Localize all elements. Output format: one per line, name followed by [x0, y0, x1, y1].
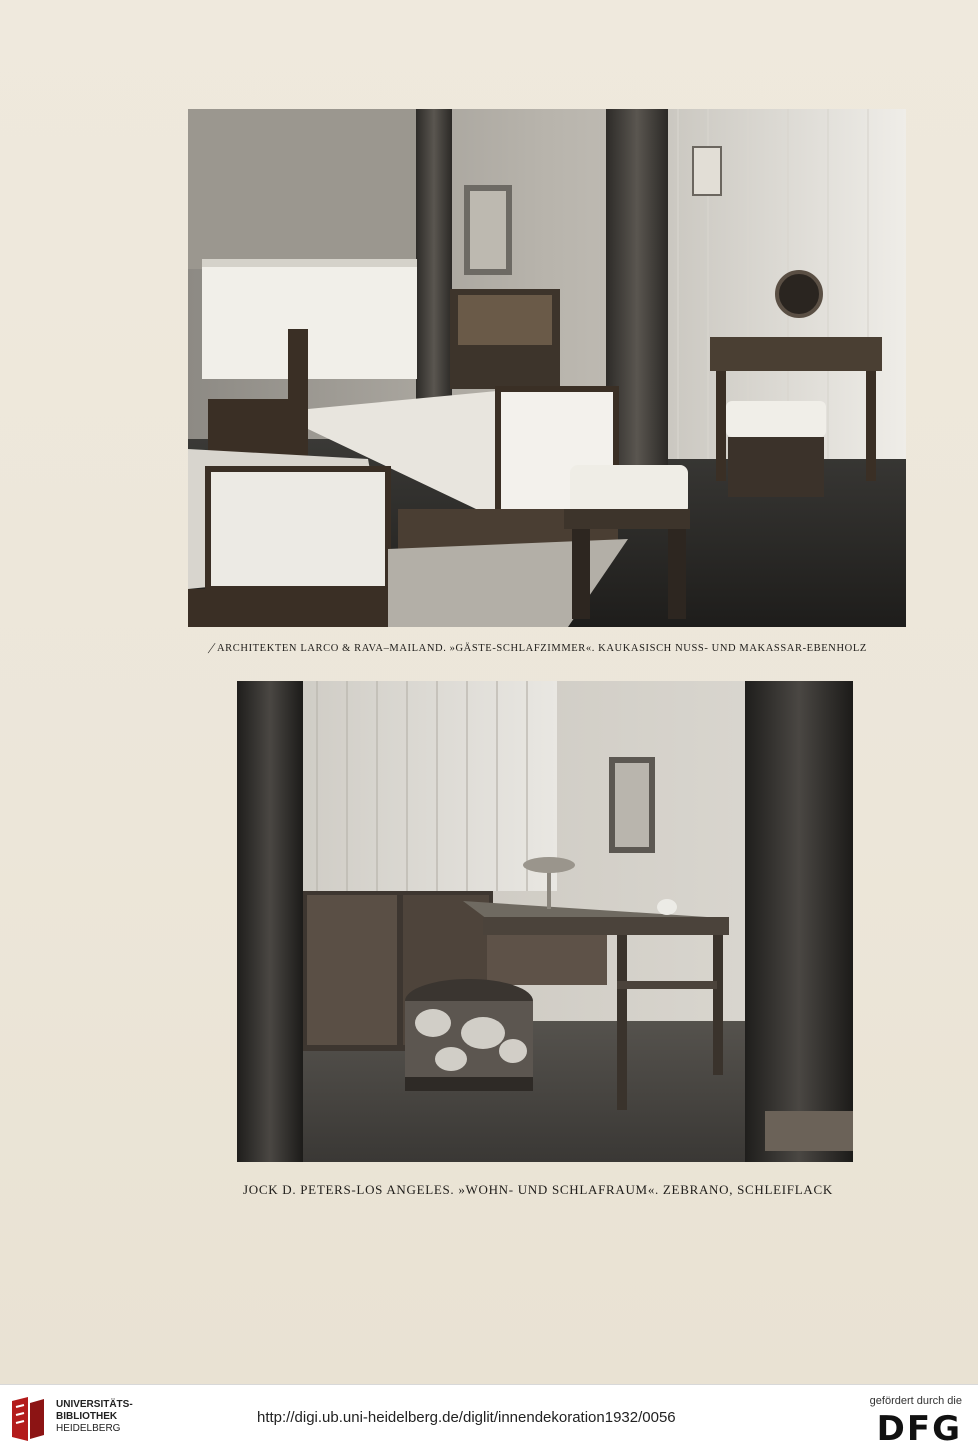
photo-living-room-image — [237, 681, 853, 1162]
photo-living-room — [237, 681, 853, 1162]
library-line2: BIBLIOTHEK — [56, 1411, 118, 1422]
permalink-url[interactable]: http://digi.ub.uni-heidelberg.de/diglit/innendekoration1932/0056 — [257, 1409, 676, 1426]
footer-bar — [0, 1384, 978, 1455]
funding-label: gefördert durch die — [869, 1395, 962, 1407]
library-line3: HEIDELBERG — [56, 1423, 121, 1434]
caption-mark: / — [206, 641, 217, 657]
caption-guest-bedroom: ARCHITEKTEN LARCO & RAVA–MAILAND. »GÄSTE-SCHLAFZIMMER«. KAUKASISCH NUSS- UND MAKASSAR-EBENHOLZ — [217, 643, 867, 654]
caption-living-room: JOCK D. PETERS-LOS ANGELES. »WOHN- UND SCHLAFRAUM«. ZEBRANO, SCHLEIFLACK — [243, 1182, 833, 1197]
library-line1: UNIVERSITÄTS- — [56, 1399, 133, 1410]
photo-guest-bedroom — [188, 109, 906, 627]
dfg-logo: DFG — [876, 1409, 962, 1449]
university-library-logo — [8, 1395, 48, 1445]
library-name — [56, 1399, 133, 1435]
photo-guest-bedroom-image — [188, 109, 906, 627]
